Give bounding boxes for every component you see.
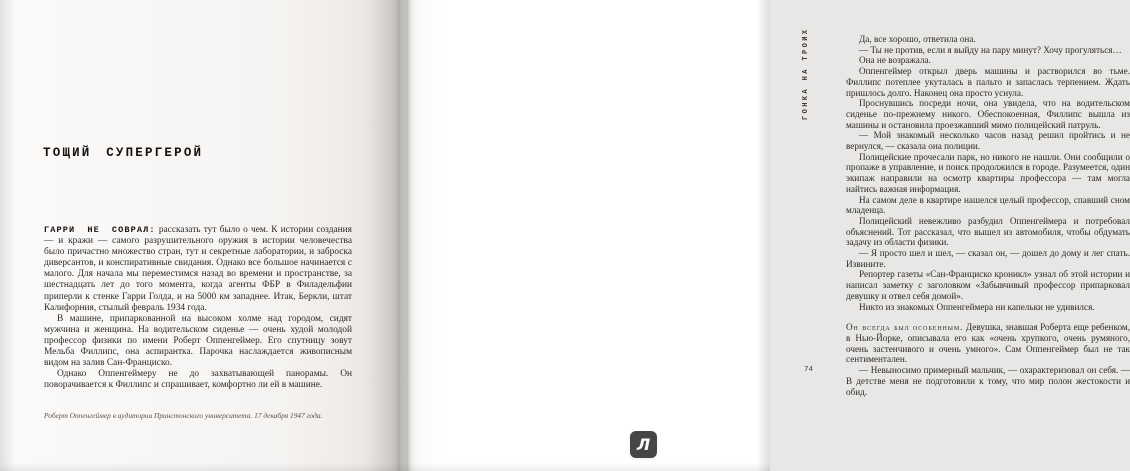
chapter-title: ТОЩИЙ СУПЕРГЕРОЙ [43, 146, 204, 160]
photo-caption: Роберт Оппенгеймер в аудитории Принстонского университета. 17 декабря 1947 года. [44, 411, 323, 420]
paragraph: Оппенгеймер открыл дверь машины и растворился во тьме. Филлипс потеплее укуталась в пальто и запаслась терпением. Ждать пришлось долго. Наконец она просто уснула. [846, 66, 1130, 98]
page-number: 74 [804, 366, 814, 374]
right-page-body [846, 34, 1130, 397]
paragraph: Проснувшись посреди ночи, она увидела, что на водительском сиденье по-прежнему никого. Обеспокоенная, Филлипс вышла из машины и остановила проезжавший мимо полицейский патруль. [846, 98, 1130, 130]
paragraph: — Мой знакомый несколько часов назад решил пройтись и не вернулся, — сказала она полиции. [846, 130, 1130, 152]
paragraph-opener [44, 225, 352, 314]
right-edge-shadow [758, 0, 770, 471]
paragraph: — Ты не против, если я выйду на пару минут? Хочу прогуляться… [859, 44, 1122, 55]
paragraph: Полицейский невежливо разбудил Оппенгеймера и потребовал объяснений. Тот рассказал, что вышел из автомобиля, чтобы обдумать задачу из области физики. [846, 215, 1130, 248]
paragraph: Репортер газеты «Сан-Франциско кроникл» узнал об этой истории и написал заметку с заголовком «Забывчивый профессор припарковал девушку и отвел себя домой». [846, 269, 1130, 301]
bottom-edge-shadow [0, 463, 770, 471]
paragraph-section-opener [846, 322, 1130, 365]
gutter-shadow [360, 0, 415, 471]
labirint-logo-letter: Л [636, 435, 651, 454]
paragraph: Она не возражала. [859, 55, 931, 66]
paragraph: Однако Оппенгеймеру не до захватывающей панорамы. Он поворачивается к Филлипс и спрашивает, комфортно ли ей в машине. [44, 369, 352, 391]
paragraph: Да, все хорошо, ответила она. [859, 34, 976, 44]
paragraph: — Я просто шел и шел, — сказал он, — дошел до дому и лег спать. Извините. [846, 248, 1130, 269]
right-page [400, 0, 1130, 471]
section-opener-text: Девушка, знавшая Роберта еще ребенком, в Нью-Йорке, описывала его как «очень хрупкого, очень румяного, очень застенчивого и очень умного». Сам Оппенгеймер был не так сентиментален. [846, 322, 1130, 365]
paragraph: Никто из знакомых Оппенгеймера ни капельки не удивился. [859, 301, 1095, 312]
section-opener-lead: Он всегда был особенным. [846, 322, 964, 333]
paragraph: — Невыносимо примерный мальчик, — охарактеризовал он себя. — В детстве меня не подготовили к тому, что мир полон жестокости и обид. [846, 365, 1130, 397]
paragraph: Полицейские прочесали парк, но никого не нашли. Они сообщили о пропаже в управление, и поиск продолжился в городе. Разумеется, один экипаж направили на осмотр квартиры профессора — там могла найтись важная информация. [846, 151, 1130, 194]
left-edge-shadow [0, 0, 16, 471]
labirint-logo [630, 431, 657, 458]
paragraph: В машине, припаркованной на высоком холме над городом, сидят мужчина и женщина. На водительском сиденье — очень худой молодой профессор физики по имени Роберт Оппенгеймер. Его спутницу зовут Мельба Филлипс, она аспирантка. Парочка наслаждается живописным видом на залив Сан-Франциско. [44, 313, 352, 369]
running-head: ГОНКА НА ТРОИХ [802, 27, 810, 120]
left-page [0, 0, 400, 471]
chapter-opener-text: рассказать тут было о чем. К истории создания — и кражи — самого разрушительного оружия в истории человечества было причастно множество стран, тут и секретные лаборатории, и заброска диверсантов, и конспиративные свидания. Однако все большое начинается с малого. Для начала мы переместимся назад во времени и пространстве, за шестнадцать лет до того момента, когда агенты ФБР в Филадельфии приперли к стенке Гарри Голда, и на 5000 км западнее. Итак, Беркли, штат Калифорния, стылый февраль 1934 года. [44, 225, 352, 313]
paragraph: На самом деле в квартире нашелся целый профессор, спавший сном младенца. [846, 194, 1130, 216]
chapter-opener-lead: ГАРРИ НЕ СОВРАЛ: [44, 225, 156, 235]
left-page-body [44, 225, 352, 391]
